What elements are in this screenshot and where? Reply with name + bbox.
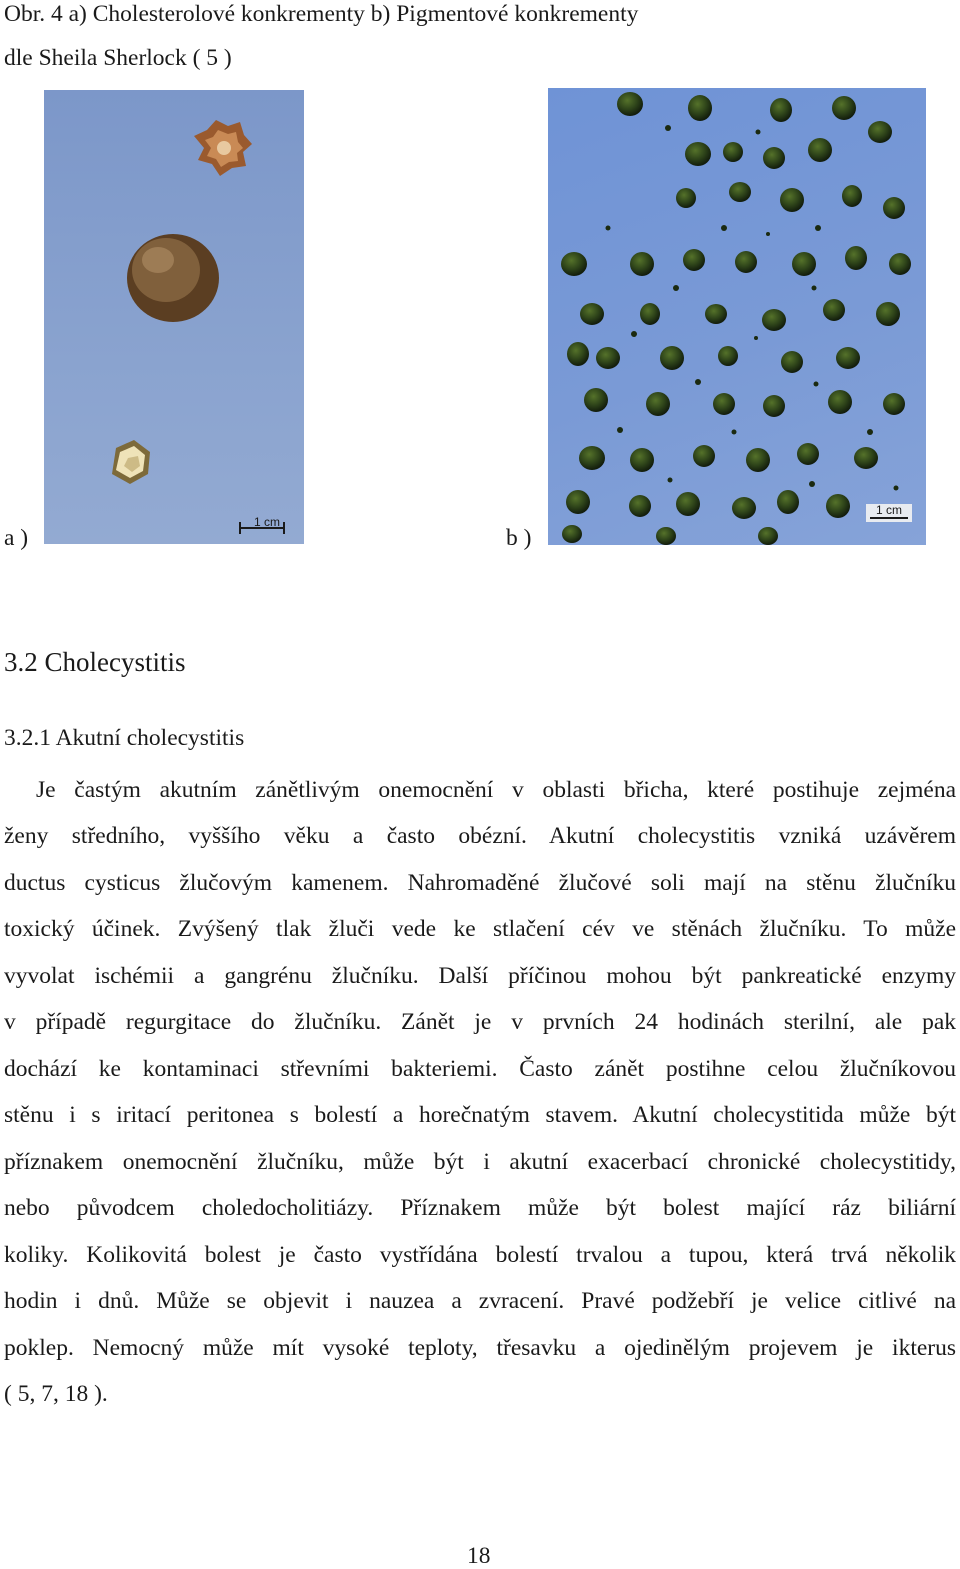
paragraph-line: nebo původcem choledocholitiázy. Příznakem může být bolest mající ráz biliární bbox=[4, 1195, 956, 1221]
paragraph-line: příznakem onemocnění žlučníku, může být i akutní exacerbací chronické cholecystitidy, bbox=[4, 1149, 956, 1175]
paragraph-line: vyvolat ischémii a gangrénu žlučníku. Další příčinou mohou být pankreatické enzymy bbox=[4, 963, 956, 989]
figure-caption-line-2: dle Sheila Sherlock ( 5 ) bbox=[4, 45, 232, 71]
cholesterol-stones-image bbox=[44, 90, 304, 544]
pigment-stones-photo bbox=[548, 88, 926, 545]
paragraph-line: ( 5, 7, 18 ). bbox=[4, 1381, 108, 1407]
scale-bar-a bbox=[240, 515, 284, 534]
paragraph-line: koliky. Kolikovitá bolest je často vystřídána bolestí trvalou a tupou, která trvá několik bbox=[4, 1242, 956, 1268]
scale-bar-b bbox=[866, 503, 912, 522]
paragraph-line: toxický účinek. Zvýšený tlak žluči vede ke stlačení cév ve stěnách žlučníku. To může bbox=[4, 916, 956, 942]
subsection-heading: 3.2.1 Akutní cholecystitis bbox=[4, 725, 245, 751]
pigment-stones-group bbox=[561, 92, 911, 545]
scale-label-b: 1 cm bbox=[876, 503, 903, 517]
stone-small-bottom bbox=[112, 440, 150, 484]
paragraph-line: v případě regurgitace do žlučníku. Zánět je v prvních 24 hodinách sterilní, ale pak bbox=[4, 1009, 956, 1035]
page-number: 18 bbox=[467, 1543, 491, 1569]
scale-label-a: 1 cm bbox=[254, 515, 281, 529]
paragraph-line: Je častým akutním zánětlivým onemocnění v oblasti břicha, které postihuje zejména bbox=[36, 777, 956, 803]
figure-caption-line-1: Obr. 4 a) Cholesterolové konkrementy b) Pigmentové konkrementy bbox=[4, 1, 639, 27]
pigment-stones-image bbox=[548, 88, 926, 545]
paragraph-line: hodin i dnů. Může se objevit i nauzea a zvracení. Pravé podžebří je velice citlivé na bbox=[4, 1288, 956, 1314]
section-heading: 3.2 Cholecystitis bbox=[4, 647, 186, 677]
figure-label-b: b ) bbox=[506, 525, 532, 551]
paragraph-line: poklep. Nemocný může mít vysoké teploty, třesavku a ojedinělým projevem je ikterus bbox=[4, 1335, 956, 1361]
paragraph-line: dochází ke kontaminaci střevními bakteriemi. Často zánět postihne celou žlučníkovou bbox=[4, 1056, 956, 1082]
paragraph-line: ženy středního, vyššího věku a často obézní. Akutní cholecystitis vzniká uzávěrem bbox=[4, 823, 956, 849]
stone-large-middle bbox=[127, 234, 219, 322]
cholesterol-stones-photo bbox=[44, 90, 304, 544]
figure-label-a: a ) bbox=[4, 525, 29, 551]
stone-small-top bbox=[194, 120, 252, 176]
paragraph-line: stěnu i s iritací peritonea s bolestí a horečnatým stavem. Akutní cholecystitida může být bbox=[4, 1102, 956, 1128]
paragraph-line: ductus cysticus žlučovým kamenem. Nahromaděné žlučové soli mají na stěnu žlučníku bbox=[4, 870, 956, 896]
